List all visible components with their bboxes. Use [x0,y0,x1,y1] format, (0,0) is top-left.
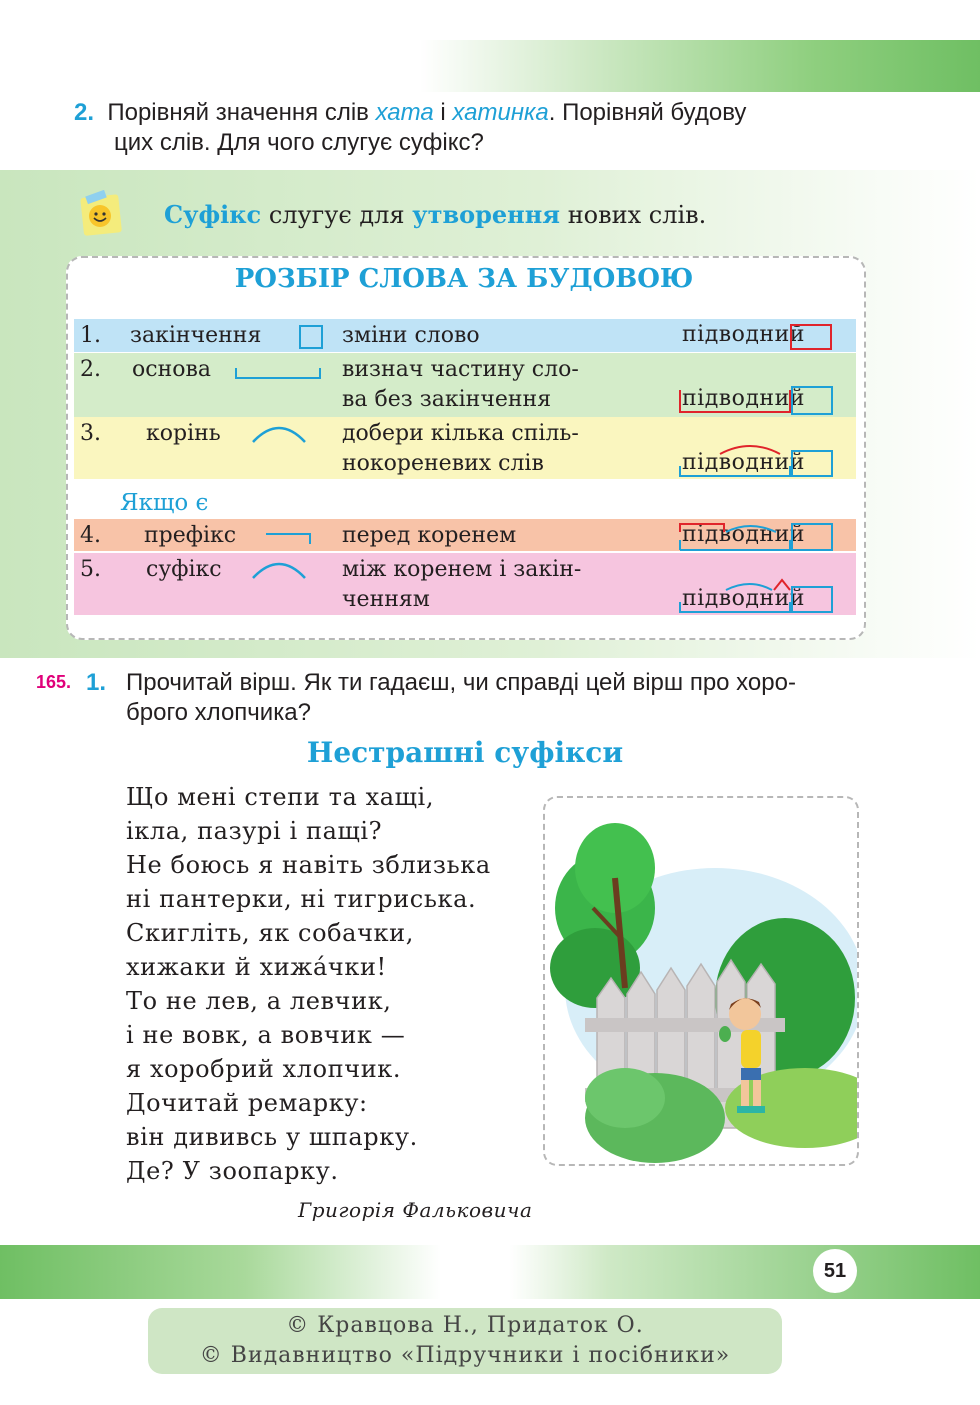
part-description: перед коренем [342,523,517,548]
part-name: основа [132,357,211,382]
poem-line: він дививсь у шпарку. [126,1123,418,1151]
poem-line: я хоробрий хлопчик. [126,1055,402,1083]
top-decor-bar [420,40,980,92]
example-word: підводний [682,386,805,411]
stem-mark [676,384,836,418]
row-number: 3. [80,421,101,446]
row-number: 4. [80,523,101,548]
task-text: цих слів. Для чого слугує суфікс? [114,129,484,156]
rule-term: Суфікс [164,200,262,229]
row-number: 2. [80,357,101,382]
example-word: підводний [682,450,805,475]
part-description: ченням [342,587,430,612]
smiley-note-icon [78,190,126,238]
row-number: 1. [80,323,101,348]
poem-line: Дочитай ремарку: [126,1089,368,1117]
poem-author: Григорія Фальковича [298,1198,533,1222]
prefix-mark [676,520,836,554]
root-symbol-icon [250,420,308,446]
part-description: ва без закінчення [342,387,552,412]
example-word: хатинка [452,99,549,126]
part-name: суфікс [146,557,222,582]
part-description: зміни слово [342,323,480,348]
task-text: . Порівняй будову [548,99,747,126]
part-description: між коренем і закін- [342,557,582,582]
task-text: брого хлопчика? [126,699,311,726]
exercise-number: 165. [36,672,72,692]
rule-term: утворення [412,200,561,229]
task-2 [74,98,856,158]
rule-text: слугує для [268,201,405,229]
poem-line: То не лев, а левчик, [126,987,392,1015]
part-description: визнач частину сло- [342,357,579,382]
root-mark [676,440,836,480]
copyright-box [148,1308,782,1374]
boy-at-fence-illustration [543,796,859,1166]
poem-line: Скигліть, як собачки, [126,919,414,947]
example-word: підводний [682,586,805,611]
task-text: Порівняй значення слів [107,99,369,126]
poem-line: ні пантерки, ні тигриська. [126,885,477,913]
poem-line: Де? У зоопарку. [126,1157,339,1185]
card-title: РОЗБІР СЛОВА ЗА БУДОВОЮ [234,264,694,294]
row-number: 5. [80,557,101,582]
poem-line: ікла, пазурі і пащі? [126,817,383,845]
poem-line: Що мені степи та хащі, [126,783,435,811]
task-number: 1. [86,669,107,696]
task-text: і [440,99,446,126]
suffix-mark [676,576,836,616]
stem-symbol-icon [234,364,324,382]
exercise-task [126,668,866,728]
exercise-task-number [86,668,106,698]
poem-line: хижаки й хижа́чки! [126,953,387,981]
rule-statement [164,198,706,232]
poem-line: Не боюсь я навіть зблизька [126,851,491,879]
suffix-symbol-icon [250,556,308,582]
rule-text: нових слів. [567,201,707,229]
if-label: Якщо є [120,490,209,516]
poem-title: Нестрашні суфікси [306,736,624,769]
part-description: добери кілька спіль- [342,421,579,446]
ending-symbol-icon [298,324,326,350]
copyright-line: © Видавництво «Підручники і посібники» [199,1343,731,1368]
example-word: хата [375,99,434,126]
part-name: корінь [146,421,221,446]
task-text: Прочитай вірш. Як ти гадаєш, чи справді цей вірш про хоро- [126,669,796,696]
poem-line: і не вовк, а вовчик — [126,1021,406,1049]
part-name: закінчення [130,323,262,348]
part-name: префікс [144,523,237,548]
poem-text [126,780,491,1188]
page-number: 51 [813,1249,857,1293]
task-number: 2. [74,99,95,126]
example-word: підводний [682,322,805,347]
ending-mark [790,324,834,352]
prefix-symbol-icon [264,530,314,546]
part-description: нокореневих слів [342,451,544,476]
example-word: підводний [682,522,805,547]
copyright-line: © Кравцова Н., Придаток О. [286,1313,644,1338]
